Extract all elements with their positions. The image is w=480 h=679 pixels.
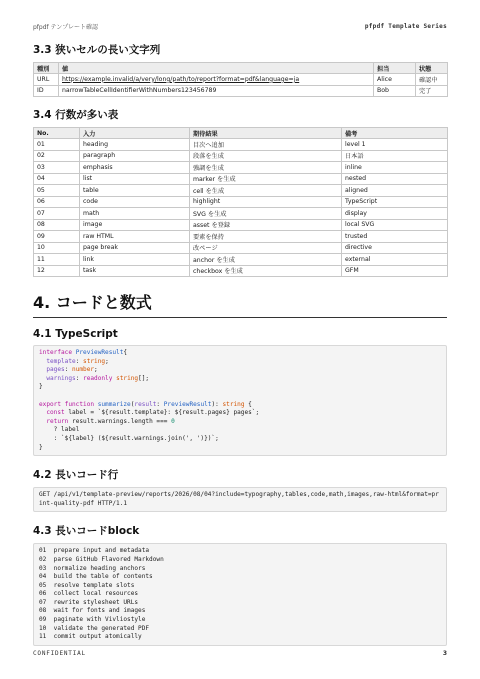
code-line: 07 rewrite stylesheet URLs xyxy=(39,598,139,606)
table-cell: link xyxy=(80,254,190,266)
running-footer xyxy=(33,650,447,657)
code-token: const xyxy=(46,409,69,417)
table-cell: 改ページ xyxy=(190,242,342,254)
table-header-row xyxy=(34,63,448,74)
code-token: pages xyxy=(46,366,65,374)
code-token: number xyxy=(72,366,95,374)
section-3-4-heading: 3.4 行数が多い表 xyxy=(33,109,119,121)
code-token: readonly xyxy=(83,374,117,382)
table-cell: inline xyxy=(342,162,448,174)
column-header: 状態 xyxy=(416,63,448,74)
long-code-block xyxy=(33,543,447,646)
table-cell: emphasis xyxy=(80,162,190,174)
code-token: warnings xyxy=(46,374,76,382)
code-token: : xyxy=(156,400,164,408)
column-header: 担当 xyxy=(374,63,416,74)
table-cell: aligned xyxy=(342,185,448,197)
table-row xyxy=(34,162,448,174)
table-cell: paragraph xyxy=(80,150,190,162)
code-token: string xyxy=(83,357,106,365)
table-cell: GFM xyxy=(342,265,448,277)
code-token: ; xyxy=(105,357,109,365)
table-cell: Bob xyxy=(374,85,416,97)
table-cell: 02 xyxy=(34,150,80,162)
code-token: export function xyxy=(39,400,98,408)
code-line: 01 prepare input and metadata xyxy=(39,547,150,555)
code-line: 02 parse GitHub Flavored Markdown xyxy=(39,555,164,563)
table-row xyxy=(34,85,448,97)
table-cell: 11 xyxy=(34,254,80,266)
table-row xyxy=(34,254,448,266)
code-token: summarize xyxy=(97,400,131,408)
code-line xyxy=(39,444,43,451)
many-rows-table xyxy=(33,127,448,277)
code-token: : `${label} (${result.warnings.join(', ')})`; xyxy=(39,434,219,442)
table-cell: raw HTML xyxy=(80,231,190,243)
confidential-label: CONFIDENTIAL xyxy=(33,650,86,657)
table-cell: nested xyxy=(342,173,448,185)
table-cell: 確認中 xyxy=(416,74,448,86)
table-cell: narrowTableCellIdentifierWithNumbers123456789 xyxy=(59,85,374,97)
table-cell: 12 xyxy=(34,265,80,277)
table-cell: Alice xyxy=(374,74,416,86)
code-token: 0 xyxy=(171,417,175,425)
table-row xyxy=(34,74,448,86)
typescript-code-block xyxy=(33,345,447,456)
table-row xyxy=(34,150,448,162)
table-cell: highlight xyxy=(190,196,342,208)
code-line xyxy=(39,366,98,373)
code-line: 06 collect local resources xyxy=(39,590,139,598)
table-cell: 07 xyxy=(34,208,80,220)
table-row xyxy=(34,173,448,185)
column-header: 値 xyxy=(59,63,374,74)
table-cell xyxy=(59,74,374,86)
code-token: } xyxy=(39,383,43,391)
table-row xyxy=(34,208,448,220)
code-line xyxy=(39,375,149,382)
table-cell: external xyxy=(342,254,448,266)
table-cell: math xyxy=(80,208,190,220)
section-4-2-heading: 4.2 長いコード行 xyxy=(33,469,119,482)
code-line: 04 build the table of contents xyxy=(39,573,153,581)
table-cell: ID xyxy=(34,85,59,97)
table-cell: asset を登録 xyxy=(190,219,342,231)
url-link[interactable]: https://example.invalid/a/very/long/path/to/report?format=pdf&language=ja xyxy=(62,75,300,83)
table-cell: page break xyxy=(80,242,190,254)
table-cell: table xyxy=(80,185,190,197)
table-cell: display xyxy=(342,208,448,220)
table-cell: SVG を生成 xyxy=(190,208,342,220)
table-cell: trusted xyxy=(342,231,448,243)
table-cell: 06 xyxy=(34,196,80,208)
narrow-cell-table xyxy=(33,62,448,97)
table-cell: 目次へ追加 xyxy=(190,139,342,151)
code-token: label = `${result.template}: ${result.pages} pages`; xyxy=(68,409,260,417)
section-4-heading: 4. コードと数式 xyxy=(33,290,447,318)
table-cell: heading xyxy=(80,139,190,151)
code-token: interface xyxy=(39,349,76,356)
table-cell: 08 xyxy=(34,219,80,231)
column-header: 備考 xyxy=(342,128,448,139)
code-token: PreviewResult xyxy=(163,400,212,408)
code-token: ; xyxy=(94,366,98,374)
code-token: ): xyxy=(211,400,223,408)
table-cell: 09 xyxy=(34,231,80,243)
table-cell: 強調を生成 xyxy=(190,162,342,174)
table-cell: 段落を生成 xyxy=(190,150,342,162)
code-line: 03 normalize heading anchors xyxy=(39,564,146,572)
table-cell: 日本語 xyxy=(342,150,448,162)
code-token: []; xyxy=(138,374,150,382)
code-line xyxy=(39,409,259,416)
table-row xyxy=(34,219,448,231)
table-row xyxy=(34,242,448,254)
table-cell: image xyxy=(80,219,190,231)
table-cell: code xyxy=(80,196,190,208)
column-header: 期待結果 xyxy=(190,128,342,139)
column-header: No. xyxy=(34,128,80,139)
code-token: } xyxy=(39,443,43,451)
code-token: template xyxy=(46,357,76,365)
code-line xyxy=(39,349,127,356)
code-line xyxy=(39,383,43,390)
code-token: : xyxy=(75,374,84,382)
code-token: : xyxy=(75,357,84,365)
table-cell: 03 xyxy=(34,162,80,174)
series-name: pfpdf Template Series xyxy=(364,23,447,30)
column-header: 入力 xyxy=(80,128,190,139)
column-header: 種別 xyxy=(34,63,59,74)
code-token: { xyxy=(123,349,128,356)
code-line: 11 commit output atomically xyxy=(39,633,142,641)
code-token: ( xyxy=(130,400,135,408)
code-line xyxy=(39,426,79,433)
table-header-row xyxy=(34,128,448,139)
table-cell: 05 xyxy=(34,185,80,197)
section-4-1-heading: 4.1 TypeScript xyxy=(33,328,118,340)
code-line: 09 paginate with Vivliostyle xyxy=(39,616,146,624)
table-row xyxy=(34,196,448,208)
code-token: { xyxy=(244,400,252,408)
long-code-line-block: GET /api/v1/template-preview/reports/2026/08/04?include=typography,tables,code,math,images,raw-html&format=print-quality-pdf HTTP/1.1 xyxy=(33,487,447,512)
section-4-3-heading: 4.3 長いコードblock xyxy=(33,525,140,538)
code-line: 10 validate the generated PDF xyxy=(39,624,150,632)
code-line xyxy=(39,401,252,408)
table-cell: URL xyxy=(34,74,59,86)
running-header xyxy=(33,22,447,31)
table-cell: directive xyxy=(342,242,448,254)
section-3-3-heading: 3.3 狭いセルの長い文字列 xyxy=(33,44,161,56)
table-cell: local SVG xyxy=(342,219,448,231)
code-token: return xyxy=(46,417,73,425)
table-row xyxy=(34,139,448,151)
code-line xyxy=(39,418,175,425)
code-token: string xyxy=(116,374,139,382)
table-cell: TypeScript xyxy=(342,196,448,208)
table-cell: 完了 xyxy=(416,85,448,97)
table-cell: 01 xyxy=(34,139,80,151)
page-content xyxy=(33,42,447,646)
code-token: : xyxy=(64,366,73,374)
page-number: 3 xyxy=(442,650,447,657)
code-token: result.warnings.length === xyxy=(72,417,172,425)
code-token: ? label xyxy=(39,426,80,434)
table-row xyxy=(34,265,448,277)
table-cell: level 1 xyxy=(342,139,448,151)
code-line xyxy=(39,358,109,365)
code-token: result xyxy=(134,400,157,408)
table-cell: 要素を保持 xyxy=(190,231,342,243)
code-token: PreviewResult xyxy=(75,349,124,356)
table-cell: anchor を生成 xyxy=(190,254,342,266)
table-cell: cell を生成 xyxy=(190,185,342,197)
table-row xyxy=(34,185,448,197)
table-row xyxy=(34,231,448,243)
code-line: 08 wait for fonts and images xyxy=(39,607,146,615)
doc-title: pfpdf テンプレート確認 xyxy=(33,24,99,31)
table-cell: task xyxy=(80,265,190,277)
table-cell: list xyxy=(80,173,190,185)
code-token: string xyxy=(222,400,245,408)
table-cell: marker を生成 xyxy=(190,173,342,185)
code-line xyxy=(39,435,219,442)
table-cell: 10 xyxy=(34,242,80,254)
table-cell: 04 xyxy=(34,173,80,185)
code-line: 05 resolve template slots xyxy=(39,581,135,589)
table-cell: checkbox を生成 xyxy=(190,265,342,277)
